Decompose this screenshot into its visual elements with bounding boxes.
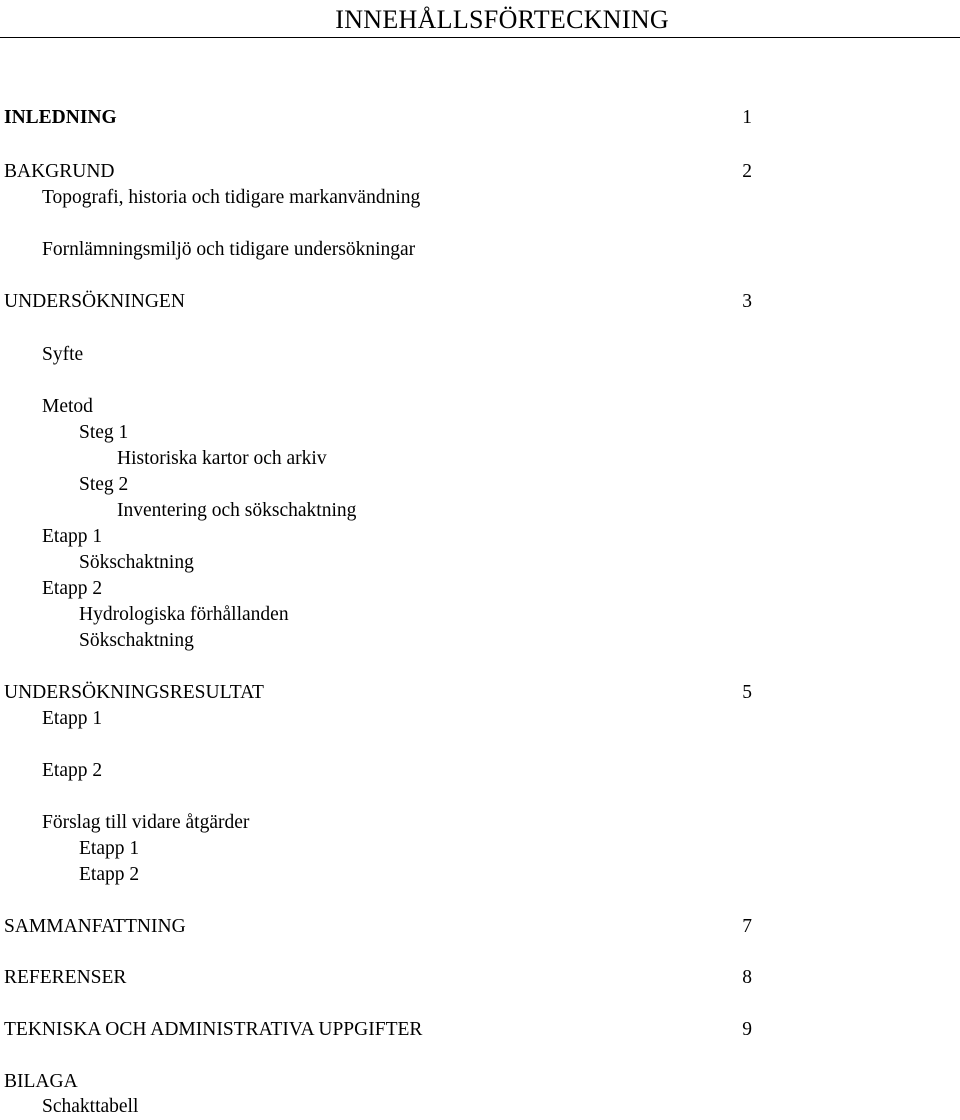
toc-entry-label: BAKGRUND [4, 161, 115, 182]
toc-entry-bilaga[interactable] [0, 1069, 780, 1095]
toc-entry-hydrologiska[interactable] [0, 602, 780, 628]
toc-entry-sammanfattning[interactable] [0, 914, 780, 940]
toc-entry-page-number: 5 [742, 682, 752, 703]
toc-entry-label: Hydrologiska förhållanden [79, 604, 289, 625]
toc-entry-etapp-1[interactable] [0, 524, 780, 550]
toc-entry-label: SAMMANFATTNING [4, 916, 186, 937]
toc-entry-inventering[interactable] [0, 498, 780, 524]
toc-entry-label: Topografi, historia och tidigare markanvändning [42, 187, 421, 208]
toc-entry-label: Etapp 1 [79, 838, 140, 859]
toc-entry-label: BILAGA [4, 1071, 78, 1092]
toc-entry-topografi[interactable] [0, 185, 780, 211]
toc-entry-label: UNDERSÖKNINGSRESULTAT [4, 682, 264, 703]
toc-entry-label: Steg 2 [79, 474, 129, 495]
toc-entry-steg-2[interactable] [0, 472, 780, 498]
toc-entry-undersokningen[interactable] [0, 289, 780, 315]
header-divider [0, 37, 960, 38]
toc-entry-forslag-etapp-1[interactable] [0, 836, 780, 862]
toc-entry-page-number: 8 [742, 967, 752, 988]
toc-entry-tekniska-uppgifter[interactable] [0, 1017, 780, 1043]
toc-entry-label: Historiska kartor och arkiv [117, 448, 327, 469]
toc-entry-label: Fornlämningsmiljö och tidigare undersökningar [42, 239, 416, 260]
toc-entry-schakttabell[interactable] [0, 1094, 780, 1120]
toc-entry-label: TEKNISKA OCH ADMINISTRATIVA UPPGIFTER [4, 1019, 423, 1040]
toc-entry-label: UNDERSÖKNINGEN [4, 291, 185, 312]
toc-entry-sokschaktning-1[interactable] [0, 550, 780, 576]
toc-entry-label: Sökschaktning [79, 630, 194, 651]
toc-entry-label: Steg 1 [79, 422, 129, 443]
document-title: INNEHÅLLSFÖRTECKNING [335, 5, 669, 34]
toc-entry-label: Etapp 2 [79, 864, 140, 885]
toc-entry-label: Sökschaktning [79, 552, 194, 573]
toc-entry-page-number: 3 [742, 291, 752, 312]
toc-entry-etapp-2[interactable] [0, 576, 780, 602]
toc-entry-resultat-etapp-1[interactable] [0, 706, 780, 732]
toc-entry-label: Etapp 2 [42, 760, 103, 781]
toc-entry-page-number: 7 [742, 916, 752, 937]
toc-entry-syfte[interactable] [0, 342, 780, 368]
toc-entry-label: Förslag till vidare åtgärder [42, 812, 250, 833]
toc-entry-label: Schakttabell [42, 1096, 139, 1117]
toc-entry-label: INLEDNING [4, 107, 117, 128]
toc-entry-historiska-kartor[interactable] [0, 446, 780, 472]
toc-entry-label: Metod [42, 396, 93, 417]
toc-entry-bakgrund[interactable] [0, 159, 780, 185]
toc-entry-resultat-etapp-2[interactable] [0, 758, 780, 784]
toc-entry-label: Etapp 2 [42, 578, 103, 599]
toc-entry-fornlamningsmiljo[interactable] [0, 237, 780, 263]
toc-entry-forslag[interactable] [0, 810, 780, 836]
toc-entry-page-number: 2 [742, 161, 752, 182]
toc-entry-forslag-etapp-2[interactable] [0, 862, 780, 888]
toc-entry-page-number: 1 [742, 107, 752, 128]
toc-entry-sokschaktning-2[interactable] [0, 628, 780, 654]
toc-entry-page-number: 9 [742, 1019, 752, 1040]
toc-entry-steg-1[interactable] [0, 420, 780, 446]
toc-entry-referenser[interactable] [0, 965, 780, 991]
page-header [0, 0, 960, 40]
toc-entry-undersokningsresultat[interactable] [0, 680, 780, 706]
toc-entry-label: Inventering och sökschaktning [117, 500, 357, 521]
toc-entry-label: REFERENSER [4, 967, 127, 988]
toc-entry-inledning[interactable] [0, 105, 780, 131]
toc-entry-label: Etapp 1 [42, 708, 103, 729]
toc-entry-metod[interactable] [0, 394, 780, 420]
toc-entry-label: Syfte [42, 344, 84, 365]
toc-entry-label: Etapp 1 [42, 526, 103, 547]
